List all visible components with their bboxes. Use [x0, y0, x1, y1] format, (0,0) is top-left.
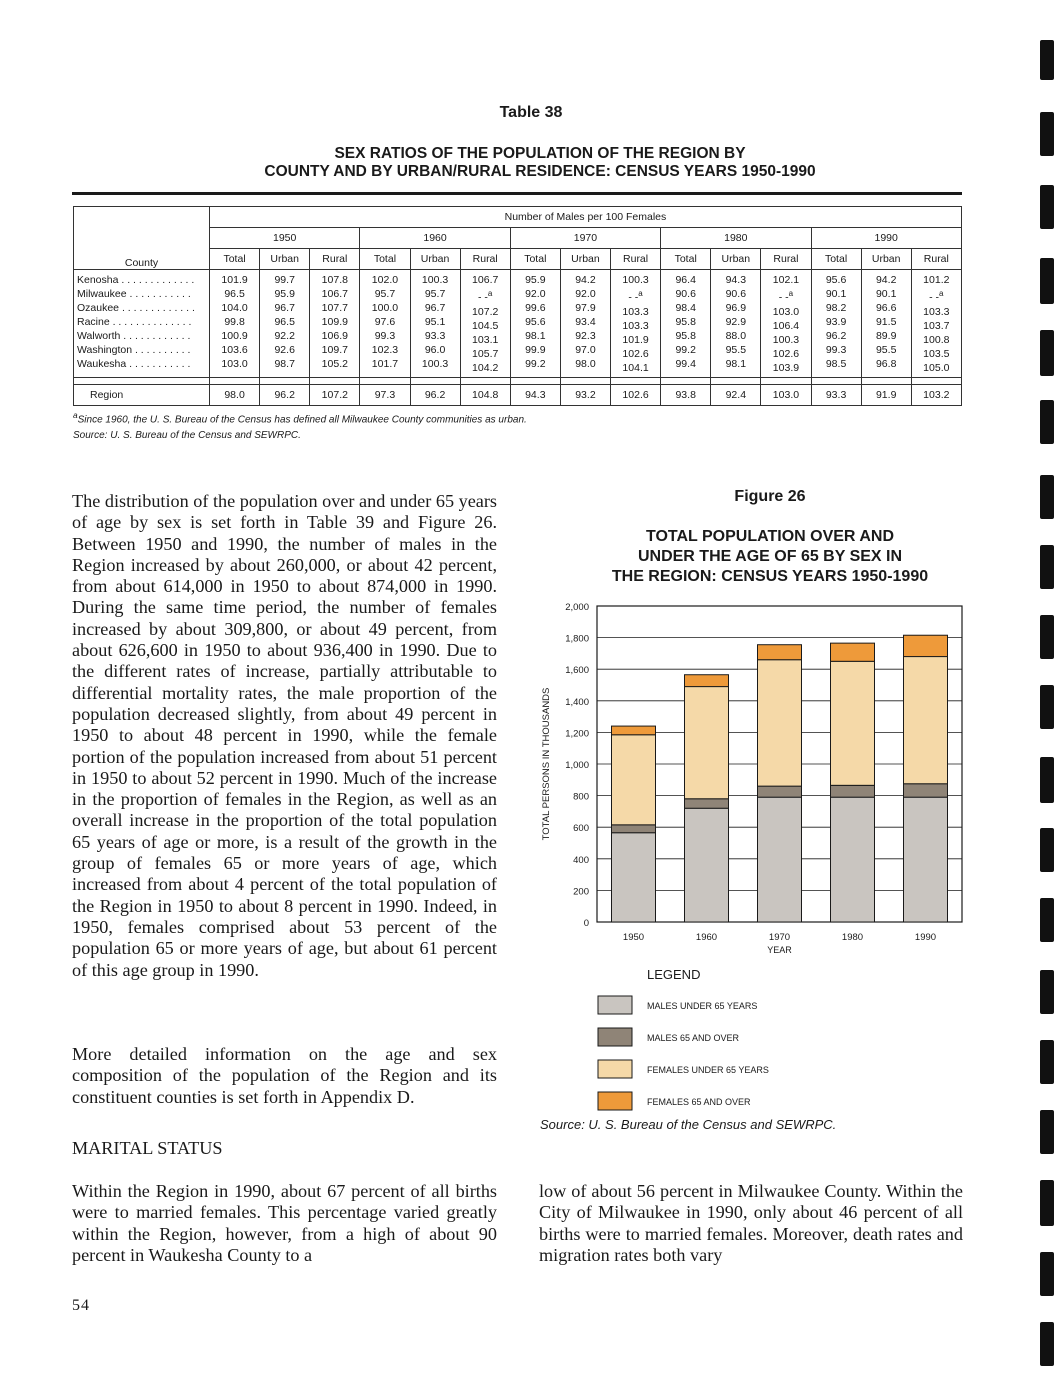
table-cell: 96.5: [274, 316, 295, 328]
x-tick-label: 1970: [768, 932, 791, 943]
binding-mark: [1040, 1180, 1054, 1226]
value-column: [510, 270, 560, 378]
table-cell: 90.1: [825, 288, 847, 300]
table-cell: 98.5: [825, 358, 847, 370]
table-cell: 103.1: [472, 333, 499, 346]
bar-segment: [612, 833, 656, 922]
table-cell: 99.9: [525, 344, 546, 356]
year-header-1990: 1990: [811, 228, 961, 249]
table-cell: 95.6: [825, 274, 847, 286]
subheader-rural: Rural: [911, 249, 961, 270]
section-heading-marital-status: MARITAL STATUS: [72, 1138, 223, 1158]
year-header-1980: 1980: [661, 228, 811, 249]
table-cell: 102.6: [772, 347, 800, 360]
population-stacked-bar-chart: [520, 592, 980, 1142]
table-cell: 99.3: [374, 330, 396, 342]
bar-segment: [685, 687, 729, 799]
table-cell: 90.1: [875, 288, 897, 300]
region-row: [74, 384, 962, 405]
table-cell: 100.9: [221, 330, 248, 342]
binding-mark: [1040, 258, 1054, 304]
region-cell: 96.2: [410, 384, 460, 405]
table-cell: 107.8: [321, 274, 348, 286]
x-tick-label: 1950: [622, 932, 645, 943]
county-name: Ozaukee . . . . . . . . . . . . .: [77, 302, 195, 314]
table-cell: 95.5: [725, 344, 747, 356]
bar-segment: [904, 657, 948, 784]
table-cell: - -$^a$: [778, 289, 794, 304]
table-cell: 96.2: [825, 330, 847, 342]
value-column: [711, 270, 761, 378]
table-cell: 94.3: [725, 274, 747, 286]
y-tick-label: 1,800: [565, 633, 589, 645]
sex-ratio-grid: [73, 206, 962, 406]
table-cell: 95.5: [875, 344, 897, 356]
table-top-rule: [72, 192, 962, 195]
bar-segment: [831, 661, 875, 785]
binding-mark: [1040, 475, 1054, 519]
region-cell: 96.2: [260, 384, 310, 405]
table-cell: 109.9: [321, 316, 348, 328]
county-name: Kenosha . . . . . . . . . . . . .: [77, 274, 195, 286]
y-tick-label: 2,000: [565, 602, 589, 613]
bar-segment: [904, 784, 948, 797]
paragraph-marital-status-2: low of about 56 percent in Milwaukee County. Within the City of Milwaukee in 1990, only about 46 percent of all births were to married females. Moreover, death rates and migration rates both vary: [539, 1181, 963, 1265]
table-cell: 90.6: [725, 288, 747, 300]
y-axis-label: TOTAL PERSONS IN THOUSANDS: [541, 687, 552, 841]
table-cell: 100.3: [421, 358, 449, 370]
table-cell: 103.3: [622, 319, 649, 332]
bar-segment: [831, 785, 875, 797]
binding-mark: [1040, 1040, 1054, 1084]
value-column: [210, 270, 260, 378]
legend-title: LEGEND: [647, 967, 701, 982]
table-cell: 102.3: [371, 344, 399, 356]
table-cell: 99.6: [525, 302, 546, 314]
table-cell: 104.2: [472, 361, 499, 374]
subheader-total: Total: [510, 249, 560, 270]
table-cell: 95.6: [525, 316, 546, 328]
table-cell: 107.2: [472, 305, 499, 318]
table-cell: 97.0: [575, 344, 596, 356]
table-cell: 93.9: [825, 316, 847, 328]
region-cell: 92.4: [711, 384, 761, 405]
legend-swatch: [598, 996, 632, 1014]
table-cell: 93.4: [575, 316, 596, 328]
paragraph-population-distribution: The distribution of the population over and under 65 years of age by sex is set forth in Table 39 and Figure 26. Between 1950 and 1990, the number of males in the Region increased by about 260,000, or about 42 percent, from about 614,000 in 1950 to about 874,000 in 1990. During the same time period, the number of females increased by about 309,800, or about 49 percent, from about 626,600 in 1950 to about 936,400 in 1990. Due to the different rates of increase, partially attributable to differential mortality rates, the male proportion of the population decreased slightly, from about 49 percent in 1950 to about 48 percent in 1990, while the female portion of the population increased from about 51 percent in 1950 to about 52 percent in 1990. Much of the increase in the proportion of females in the Region, as well as an overall increase in the proportion of the total population 65 years of age or more, is a result of the growth in the group of females 65 or more years of age, which increased from about 4 percent of the total population of the Region in 1950 to about 8 percent in 1990. Indeed, in 1950, females comprised about 53 percent of the population 65 or more years of age, but about 61 percent of this age group in 1990.: [72, 491, 497, 980]
subheader-urban: Urban: [711, 249, 761, 270]
table-cell: 100.8: [923, 333, 950, 346]
subheader-total: Total: [661, 249, 711, 270]
subheader-rural: Rural: [761, 249, 811, 270]
bar-segment: [831, 643, 875, 661]
y-tick-label: 800: [573, 791, 589, 803]
legend-label: MALES UNDER 65 YEARS: [647, 1001, 758, 1011]
value-column: [410, 270, 460, 378]
table-cell: 95.1: [424, 316, 446, 328]
paragraph-marital-status-1: Within the Region in 1990, about 67 percent of all births were to married females. This percentage varied greatly within the Region, however, from a high of about 90 percent in Waukesha County to a: [72, 1181, 497, 1265]
table-cell: 103.0: [221, 358, 248, 370]
value-column: [811, 270, 861, 378]
y-tick-label: 0: [583, 918, 589, 929]
bar-segment: [612, 825, 656, 833]
region-cell: 93.3: [811, 384, 861, 405]
table-cell: 101.2: [923, 274, 950, 286]
binding-mark: [1040, 1252, 1054, 1296]
region-cell: 103.2: [911, 384, 961, 405]
table-cell: 88.0: [725, 330, 747, 342]
y-tick-label: 600: [573, 823, 589, 835]
binding-mark: [1040, 185, 1054, 229]
table-cell: 97.6: [374, 316, 396, 328]
y-tick-label: 400: [573, 854, 589, 866]
table-cell: 98.7: [274, 358, 295, 370]
table-cell: 95.7: [424, 288, 446, 300]
binding-mark: [1040, 330, 1054, 376]
region-cell: 102.6: [611, 384, 661, 405]
table-cell: 105.7: [472, 347, 499, 360]
county-name-column: [74, 270, 210, 378]
sex-ratio-table: [73, 206, 961, 406]
table-cell: 92.2: [274, 330, 295, 342]
value-column: [460, 270, 510, 378]
binding-mark: [1040, 400, 1054, 444]
table-cell: 103.5: [923, 347, 950, 360]
binding-mark: [1040, 685, 1054, 729]
table-cell: 92.0: [575, 288, 596, 300]
legend-label: MALES 65 AND OVER: [647, 1033, 740, 1043]
table-cell: 99.2: [525, 358, 546, 370]
county-name: Washington . . . . . . . . . .: [77, 344, 191, 356]
region-cell: 103.0: [761, 384, 811, 405]
table-cell: 103.7: [923, 319, 950, 332]
value-column: [260, 270, 310, 378]
table-cell: 104.1: [622, 361, 649, 374]
x-tick-label: 1980: [841, 932, 864, 943]
table-source: Source: U. S. Bureau of the Census and SEWRPC.: [73, 430, 301, 441]
row-separator: [74, 377, 962, 384]
table-cell: 100.3: [622, 274, 649, 286]
table-cell: 98.0: [575, 358, 596, 370]
subheader-urban: Urban: [560, 249, 610, 270]
legend-label: FEMALES UNDER 65 YEARS: [647, 1065, 769, 1075]
value-column: [911, 270, 961, 378]
table-cell: 102.6: [622, 347, 649, 360]
region-cell: 104.8: [460, 384, 510, 405]
table-cell: 102.0: [371, 274, 399, 286]
table-cell: 101.9: [221, 274, 248, 286]
table-cell: 96.7: [424, 302, 446, 314]
year-header-1960: 1960: [360, 228, 510, 249]
table-cell: 90.6: [675, 288, 696, 300]
binding-mark: [1040, 615, 1054, 659]
table-cell: 99.8: [224, 316, 245, 328]
value-column: [611, 270, 661, 378]
table-cell: 105.0: [923, 361, 950, 374]
y-tick-label: 1,200: [565, 728, 589, 740]
subheader-total: Total: [811, 249, 861, 270]
table-cell: 103.9: [772, 361, 800, 374]
binding-mark: [1040, 898, 1054, 942]
footnote-marker: a: [73, 410, 78, 420]
table-cell: 96.8: [875, 358, 897, 370]
table-cell: 104.5: [472, 319, 499, 332]
value-column: [661, 270, 711, 378]
region-cell: 93.2: [560, 384, 610, 405]
table-cell: - -$^a$: [628, 289, 643, 304]
table-cell: 104.0: [221, 302, 248, 314]
table-cell: 100.3: [421, 274, 449, 286]
table-cell: 101.7: [371, 358, 399, 370]
table-cell: 96.7: [274, 302, 295, 314]
region-cell: 91.9: [861, 384, 911, 405]
legend-swatch: [598, 1092, 632, 1110]
table-cell: 100.3: [772, 333, 800, 346]
year-header-1970: 1970: [510, 228, 660, 249]
subheader-urban: Urban: [410, 249, 460, 270]
table-cell: 99.4: [675, 358, 696, 370]
binding-mark: [1040, 1322, 1054, 1366]
table-body: [74, 270, 962, 406]
table-cell: 100.0: [371, 302, 399, 314]
county-name: Racine . . . . . . . . . . . . . .: [77, 316, 192, 328]
table-title: Table 38: [499, 104, 563, 121]
legend-label: FEMALES 65 AND OVER: [647, 1097, 751, 1107]
subheader-rural: Rural: [460, 249, 510, 270]
table-subtitle-line-2: COUNTY AND BY URBAN/RURAL RESIDENCE: CENSUS YEARS 1950-1990: [264, 163, 816, 180]
table-cell: 93.3: [424, 330, 446, 342]
bar-segment: [685, 799, 729, 808]
table-cell: 107.7: [321, 302, 348, 314]
bar-segment: [904, 635, 948, 656]
table-cell: 106.7: [472, 274, 499, 286]
table-cell: 97.9: [575, 302, 596, 314]
table-cell: 105.2: [321, 358, 348, 370]
table-cell: 95.8: [675, 330, 696, 342]
table-cell: 94.2: [875, 274, 897, 286]
table-cell: 99.2: [675, 344, 696, 356]
subheader-urban: Urban: [260, 249, 310, 270]
table-cell: 106.9: [321, 330, 348, 342]
table-cell: 94.2: [575, 274, 596, 286]
table-cell: 96.9: [725, 302, 747, 314]
bar-segment: [758, 645, 802, 660]
binding-mark: [1040, 757, 1054, 803]
table-cell: 95.7: [374, 288, 396, 300]
table-cell: - -$^a$: [478, 289, 493, 304]
region-cell: 98.0: [210, 384, 260, 405]
table-cell: 103.6: [221, 344, 248, 356]
binding-mark: [1040, 1110, 1054, 1154]
table-cell: 102.1: [772, 274, 800, 286]
table-cell: 103.0: [772, 305, 800, 318]
region-cell: 93.8: [661, 384, 711, 405]
x-tick-label: 1990: [914, 932, 937, 943]
table-cell: 106.7: [321, 288, 348, 300]
figure-title: Figure 26: [734, 488, 806, 505]
region-label: Region: [74, 384, 210, 405]
y-tick-label: 200: [573, 886, 589, 898]
county-column-header: County: [74, 207, 210, 270]
subheader-urban: Urban: [861, 249, 911, 270]
table-cell: 98.4: [675, 302, 696, 314]
bar-segment: [904, 797, 948, 922]
binding-mark: [1040, 545, 1054, 589]
region-cell: 107.2: [310, 384, 360, 405]
table-cell: 96.6: [875, 302, 897, 314]
table-cell: 106.4: [772, 319, 800, 332]
bar-segment: [612, 735, 656, 825]
bar-segment: [831, 797, 875, 922]
table-subtitle: [180, 145, 900, 181]
value-column: [761, 270, 811, 378]
footnote-text: Since 1960, the U. S. Bureau of the Census has defined all Milwaukee County communities as urban.: [77, 414, 527, 426]
table-cell: 96.5: [224, 288, 245, 300]
binding-mark: [1040, 112, 1054, 156]
table-cell: 91.5: [875, 316, 897, 328]
bar-segment: [612, 726, 656, 735]
bar-segment: [758, 786, 802, 797]
table-cell: 95.9: [274, 288, 295, 300]
table-cell: 99.7: [274, 274, 295, 286]
binding-mark: [1040, 40, 1054, 80]
table-cell: 98.1: [525, 330, 546, 342]
county-rows-block: [74, 270, 962, 378]
subheader-rural: Rural: [611, 249, 661, 270]
group-header: Number of Males per 100 Females: [210, 207, 962, 228]
bar-segment: [758, 797, 802, 922]
value-column: [360, 270, 410, 378]
value-column: [861, 270, 911, 378]
table-cell: 95.8: [675, 316, 696, 328]
table-cell: - -$^a$: [929, 289, 944, 304]
table-cell: 89.9: [875, 330, 897, 342]
subheader-rural: Rural: [310, 249, 360, 270]
figure-subtitle-line-3: THE REGION: CENSUS YEARS 1950-1990: [611, 568, 929, 585]
table-cell: 98.2: [825, 302, 847, 314]
table-cell: 98.1: [725, 358, 747, 370]
table-cell: 96.4: [675, 274, 696, 286]
legend-swatch: [598, 1028, 632, 1046]
x-tick-label: 1960: [695, 932, 718, 943]
value-column: [560, 270, 610, 378]
county-name: Walworth . . . . . . . . . . . .: [77, 330, 191, 342]
figure-subtitle-line-2: UNDER THE AGE OF 65 BY SEX IN: [637, 548, 903, 565]
table-cell: 103.3: [622, 305, 649, 318]
y-tick-label: 1,000: [565, 760, 589, 771]
year-header-1950: 1950: [210, 228, 360, 249]
table-subtitle-line-1: SEX RATIOS OF THE POPULATION OF THE REGION BY: [334, 145, 746, 162]
table-cell: 92.6: [274, 344, 295, 356]
county-name: Milwaukee . . . . . . . . . . .: [77, 288, 191, 300]
table-footnote: [73, 410, 527, 425]
table-cell: 95.9: [525, 274, 546, 286]
paragraph-appendix-reference: More detailed information on the age and sex composition of the population of the Region and its constituent counties is set forth in Appendix D.: [72, 1044, 497, 1107]
county-name: Waukesha . . . . . . . . . . .: [77, 358, 191, 370]
bar-segment: [685, 675, 729, 687]
value-column: [310, 270, 360, 378]
table-cell: 96.0: [424, 344, 446, 356]
page-number: 54: [72, 1297, 90, 1314]
bar-segment: [758, 660, 802, 786]
legend-swatch: [598, 1060, 632, 1078]
bar-segment: [685, 808, 729, 922]
subheader-total: Total: [210, 249, 260, 270]
table-cell: 92.9: [725, 316, 747, 328]
table-cell: 92.3: [575, 330, 596, 342]
table-cell: 92.0: [525, 288, 546, 300]
table-cell: 101.9: [622, 333, 649, 346]
table-cell: 109.7: [321, 344, 348, 356]
figure-source: Source: U. S. Bureau of the Census and SEWRPC.: [540, 1117, 837, 1132]
figure-subtitle-line-1: TOTAL POPULATION OVER AND: [645, 528, 894, 545]
x-axis-label: YEAR: [767, 945, 792, 955]
y-tick-label: 1,400: [565, 696, 589, 708]
binding-mark: [1040, 828, 1054, 872]
region-cell: 97.3: [360, 384, 410, 405]
region-cell: 94.3: [510, 384, 560, 405]
subheader-total: Total: [360, 249, 410, 270]
binding-mark: [1040, 970, 1054, 1014]
figure-subtitle: [560, 527, 980, 587]
table-cell: 99.3: [825, 344, 847, 356]
y-tick-label: 1,600: [565, 665, 589, 677]
table-cell: 103.3: [923, 305, 950, 318]
